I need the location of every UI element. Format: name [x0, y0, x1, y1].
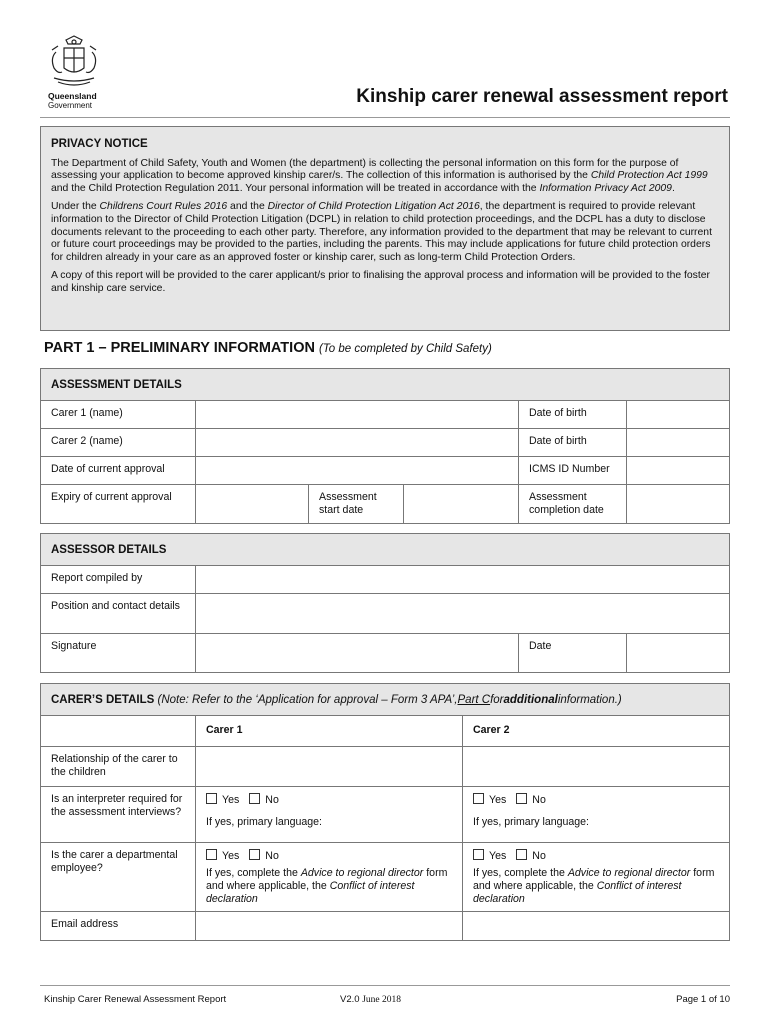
footer-divider — [40, 985, 730, 986]
carers-details-heading: CARER’S DETAILS (Note: Refer to the ‘Application for approval – Form 3 APA’, Part C for additional information.) — [41, 684, 729, 716]
carer1-name-label: Carer 1 (name) — [41, 401, 196, 428]
carer2-employee-no-checkbox[interactable] — [516, 849, 527, 860]
table-row — [41, 716, 729, 747]
assessment-completion-label: Assessment completion date — [519, 485, 627, 523]
assessment-details-table — [40, 368, 730, 524]
privacy-paragraph-3: A copy of this report will be provided to the carer applicant/s prior to finalising the approval process and information will be provided to the foster and kinship care service. — [51, 270, 711, 294]
report-compiled-field[interactable] — [196, 566, 729, 593]
assessment-start-label: Assessment start date — [309, 485, 404, 523]
icms-id-field[interactable] — [627, 457, 729, 484]
carer1-interpreter-no-checkbox[interactable] — [249, 793, 260, 804]
carer1-interpreter-yes-checkbox[interactable] — [206, 793, 217, 804]
carer2-employee-yes-checkbox[interactable] — [473, 849, 484, 860]
interpreter-label: Is an interpreter required for the assessment interviews? — [41, 787, 196, 842]
queensland-government-logo — [40, 34, 110, 114]
current-approval-field[interactable] — [196, 457, 519, 484]
table-row — [41, 634, 729, 672]
carer2-name-label: Carer 2 (name) — [41, 429, 196, 456]
expiry-approval-field[interactable] — [196, 485, 309, 523]
carer2-email-field[interactable] — [463, 912, 729, 940]
privacy-paragraph-1: The Department of Child Safety, Youth and Women (the department) is collecting the personal information on this form for the purpose of assessing your application to become approved kinship carer/s. The collection of this information is authorised by the Child Protection Act 1999 and the Child Protection Regulation 2011. Your personal information will be treated in accordance with the Information Privacy Act 2009. — [51, 157, 708, 194]
carer1-email-field[interactable] — [196, 912, 463, 940]
assessor-details-heading: ASSESSOR DETAILS — [41, 534, 729, 566]
privacy-notice — [40, 126, 730, 331]
carer2-column-header: Carer 2 — [473, 724, 510, 736]
header-divider — [40, 117, 730, 118]
expiry-approval-label: Expiry of current approval — [41, 485, 196, 523]
date-field[interactable] — [627, 634, 729, 672]
coat-of-arms-icon — [44, 34, 104, 90]
carer2-dob-label: Date of birth — [519, 429, 627, 456]
date-label: Date — [519, 634, 627, 672]
carer2-employee-instructions: If yes, complete the Advice to regional director form and where applicable, the Conflict of interest declaration — [473, 867, 715, 905]
employee-label: Is the carer a departmental employee? — [41, 843, 196, 911]
carer2-language-label: If yes, primary language: — [473, 816, 589, 828]
carer1-dob-label: Date of birth — [519, 401, 627, 428]
carer2-dob-field[interactable] — [627, 429, 729, 456]
table-row — [41, 401, 729, 429]
carer2-relationship-field[interactable] — [463, 747, 729, 786]
footer-version: V2.0 June 2018 — [340, 994, 401, 1005]
carer1-language-label: If yes, primary language: — [206, 816, 322, 828]
logo-wordmark-line1: Queensland — [48, 91, 97, 101]
relationship-label: Relationship of the carer to the children — [41, 747, 196, 786]
report-compiled-label: Report compiled by — [41, 566, 196, 593]
table-row — [41, 457, 729, 485]
part1-heading: PART 1 – PRELIMINARY INFORMATION (To be completed by Child Safety) — [44, 340, 492, 356]
table-row — [41, 429, 729, 457]
email-label: Email address — [41, 912, 196, 940]
part-c-link[interactable]: Part C — [457, 693, 491, 706]
table-row — [41, 594, 729, 634]
assessor-details-table — [40, 533, 730, 673]
privacy-paragraph-2: Under the Childrens Court Rules 2016 and the Director of Child Protection Litigation Act 2016, the department is required to provide relevant information to the Director of Child Protection Litigation (DCPL) in relation to child protection proceedings, and the DCPL has a duty to disclose documents relevant to the proceeding to each other party. Therefore, any information provided to the department that may be relevant to current or future court proceedings may be provided to the parties, including the parents. This may include applications for future child protection orders for children already in your care as an approved foster or kinship carer, such as long-term Child Protection Orders. — [51, 201, 712, 263]
carer2-interpreter-yes-checkbox[interactable] — [473, 793, 484, 804]
logo-wordmark-line2: Government — [48, 101, 93, 110]
table-row — [41, 485, 729, 523]
carer1-employee-no-checkbox[interactable] — [249, 849, 260, 860]
carer1-name-field[interactable] — [196, 401, 519, 428]
carers-details-table — [40, 683, 730, 941]
carer1-relationship-field[interactable] — [196, 747, 463, 786]
table-row — [41, 787, 729, 843]
carer1-employee-cell: Yes No If yes, complete the Advice to regional director form and where applicable, the Conflict of interest declaration — [196, 843, 463, 911]
table-row — [41, 843, 729, 912]
current-approval-label: Date of current approval — [41, 457, 196, 484]
carer1-employee-instructions: If yes, complete the Advice to regional director form and where applicable, the Conflict of interest declaration — [206, 867, 448, 905]
carer1-column-header: Carer 1 — [196, 716, 463, 746]
assessment-start-field[interactable] — [404, 485, 519, 523]
assessment-completion-field[interactable] — [627, 485, 729, 523]
carer1-interpreter-cell: Yes No If yes, primary language: — [196, 787, 463, 842]
signature-field[interactable] — [196, 634, 519, 672]
table-row — [41, 747, 729, 787]
assessment-details-heading: ASSESSMENT DETAILS — [41, 369, 729, 401]
carer2-interpreter-cell: Yes No If yes, primary language: — [463, 787, 729, 842]
position-contact-field[interactable] — [196, 594, 729, 633]
carer2-interpreter-no-checkbox[interactable] — [516, 793, 527, 804]
document-title: Kinship carer renewal assessment report — [356, 86, 728, 107]
footer-document-name: Kinship Carer Renewal Assessment Report — [44, 994, 227, 1005]
carer2-name-field[interactable] — [196, 429, 519, 456]
part1-note: (To be completed by Child Safety) — [318, 343, 492, 355]
privacy-heading: PRIVACY NOTICE — [51, 138, 148, 150]
position-contact-label: Position and contact details — [41, 594, 196, 633]
footer-page-number: Page 1 of 10 — [676, 994, 730, 1005]
table-row — [41, 912, 729, 940]
carer1-employee-yes-checkbox[interactable] — [206, 849, 217, 860]
carer2-employee-cell: Yes No If yes, complete the Advice to regional director form and where applicable, the Conflict of interest declaration — [463, 843, 729, 911]
table-row — [41, 566, 729, 594]
carer1-dob-field[interactable] — [627, 401, 729, 428]
icms-id-label: ICMS ID Number — [519, 457, 627, 484]
signature-label: Signature — [41, 634, 196, 672]
